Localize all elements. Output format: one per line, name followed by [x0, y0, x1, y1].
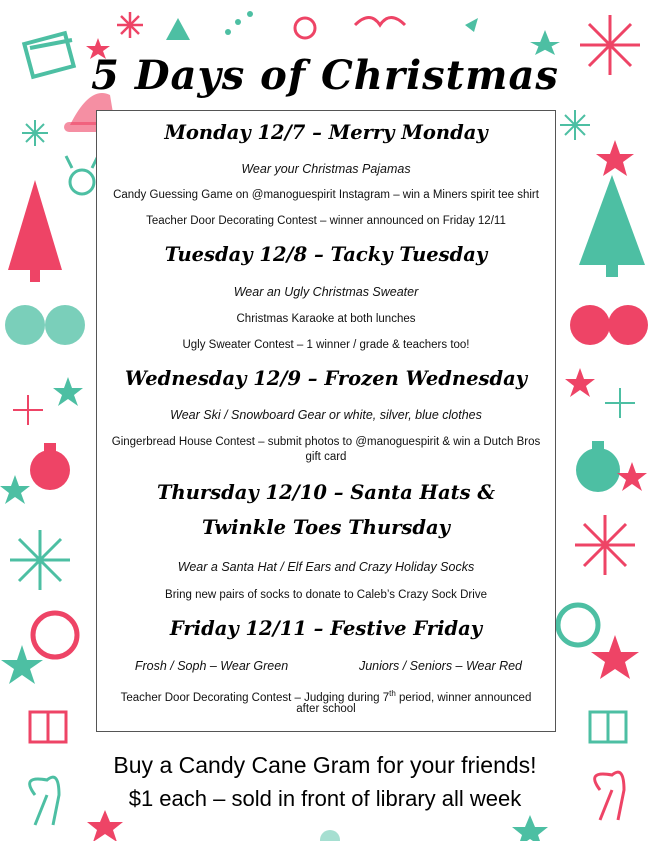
wreath-icon [558, 605, 598, 645]
dress-code-tuesday: Wear an Ugly Christmas Sweater [233, 285, 419, 299]
dress-code-thursday: Wear a Santa Hat / Elf Ears and Crazy Holiday Socks [177, 560, 475, 574]
page-title: 5 Days of Christmas [91, 52, 559, 99]
day-heading-wednesday: Wednesday 12/9 – Frozen Wednesday [124, 367, 528, 390]
day-heading-tuesday: Tuesday 12/8 – Tacky Tuesday [164, 243, 488, 266]
candy-cane-promo: Buy a Candy Cane Gram for your friends! [113, 752, 537, 778]
star-icon [565, 368, 595, 397]
dress-code-friday-underclass: Frosh / Soph – Wear Green [134, 659, 289, 673]
event-item-text: Teacher Door Decorating Contest – Judging during 7 [120, 691, 390, 704]
day-heading-thursday-line2: Twinkle Toes Thursday [201, 516, 451, 539]
star-icon [87, 810, 123, 841]
bow-icon [355, 18, 405, 26]
star-icon [225, 11, 253, 35]
snowflake-icon [22, 120, 48, 146]
star-icon [596, 140, 634, 176]
reindeer-icon [66, 156, 98, 194]
star-icon [465, 18, 478, 32]
event-item-text-cont: period, winner announced [395, 691, 532, 704]
christmas-tree-icon [579, 175, 645, 277]
event-item: Candy Guessing Game on @manoguespirit Instagram – win a Miners spirit tee shirt [113, 189, 539, 201]
day-heading-thursday: Thursday 12/10 – Santa Hats & [157, 481, 495, 504]
snowflake-icon [10, 530, 70, 590]
dress-code-friday-upperclass: Juniors / Seniors – Wear Red [358, 659, 523, 673]
event-item: Ugly Sweater Contest – 1 winner / grade & teachers too! [182, 339, 470, 351]
wreath-icon [33, 613, 77, 657]
snowflake-icon [117, 12, 143, 38]
schedule-panel [96, 110, 556, 732]
day-heading-monday: Monday 12/7 – Merry Monday [164, 121, 488, 144]
snowflake-icon [13, 395, 43, 425]
star-icon [591, 635, 639, 679]
ornament-icon [30, 443, 70, 490]
event-item: Christmas Karaoke at both lunches [236, 313, 416, 325]
christmas-tree-icon [8, 180, 62, 282]
ornament-icon [295, 18, 315, 38]
event-item: Gingerbread House Contest – submit photos to @manoguespirit & win a Dutch Bros [111, 436, 541, 448]
ornament-icon [320, 830, 340, 841]
star-icon [512, 815, 548, 841]
snowflake-icon [560, 110, 590, 140]
candy-cane-price: $1 each – sold in front of library all week [128, 786, 522, 811]
ordinal-suffix: th [389, 689, 396, 698]
event-item: Teacher Door Decorating Contest – winner announced on Friday 12/11 [146, 215, 506, 227]
star-icon [166, 18, 190, 40]
star-icon [617, 462, 647, 491]
day-heading-friday: Friday 12/11 – Festive Friday [169, 617, 483, 640]
star-icon [53, 377, 83, 406]
star-icon [0, 475, 30, 504]
dress-code-monday: Wear your Christmas Pajamas [241, 162, 411, 176]
dress-code-wednesday: Wear Ski / Snowboard Gear or white, silver, blue clothes [170, 408, 482, 422]
gift-icon [30, 712, 66, 742]
gift-icon [590, 712, 626, 742]
snowflake-icon [605, 388, 635, 418]
bell-icon [570, 305, 648, 345]
snowflake-icon [575, 515, 635, 575]
event-item: Bring new pairs of socks to donate to Caleb’s Crazy Sock Drive [165, 589, 487, 601]
event-item: gift card [305, 451, 347, 463]
bell-icon [5, 305, 85, 345]
event-item: after school [296, 703, 356, 715]
ornament-icon [576, 441, 620, 492]
